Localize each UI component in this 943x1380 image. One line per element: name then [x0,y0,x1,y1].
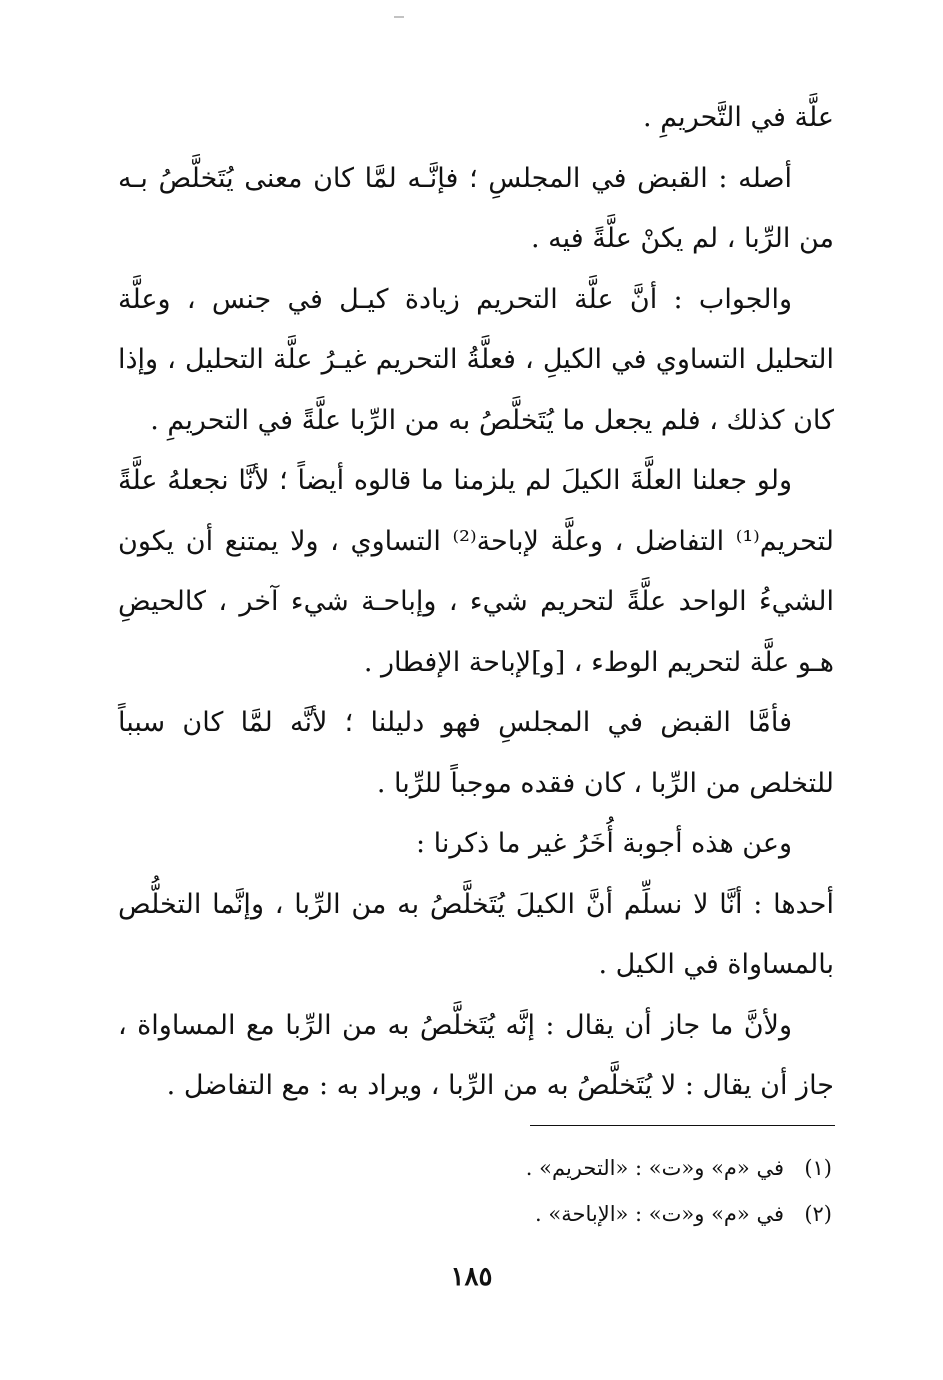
paragraph-3: والجواب : أنَّ علَّة التحريم زيادة كيـل في جنس ، وعلَّة التحليل التساوي في الكيلِ ، فعلَّةُ التحريم غيـرُ علَّة التحليل ، وإذا كان كذلك ، فلم يجعل ما يُتَخلَّصُ به من الرِّبا علَّةً في التحريمِ . [118,283,834,436]
page-number: ١٨٥ [450,1262,493,1292]
main-text [118,88,834,1117]
footnote-1 [400,1145,832,1191]
scan-mark [394,16,404,18]
paragraph-5: فأمَّا القبض في المجلسِ فهو دليلنا ؛ لأنَّه لمَّا كان سبباً للتخلص من الرِّبا ، كان فقده موجباً للرِّبا . [118,707,834,799]
paragraph-6: وعن هذه أجوبة أُخَرُ غير ما ذكرنا : [415,828,792,859]
footnote-2 [400,1191,832,1237]
footnote-text: في «م» و«ت» : «التحريم» . [525,1156,784,1180]
paragraph-1: علَّة في التَّحريمِ . [643,102,834,133]
footnotes [400,1145,832,1237]
footnote-text: في «م» و«ت» : «الإباحة» . [535,1202,784,1226]
footnote-number: (٢) [804,1202,832,1226]
footnote-divider [530,1125,835,1126]
footnote-number: (١) [804,1156,832,1180]
paragraph-7: أحدها : أنَّا لا نسلِّم أنَّ الكيلَ يُتَخلَّصُ به من الرِّبا ، وإنَّما التخلُّص بالمساواة في الكيل . [118,888,834,980]
paragraph-2: أصله : القبض في المجلسِ ؛ فإنَّـه لمَّا كان معنى يُتَخلَّصُ بـه من الرِّبا ، لم يكنْ علَّةً فيه . [118,162,834,254]
paragraph-4: ولو جعلنا العلَّةَ الكيلَ لم يلزمنا ما قالوه أيضاً ؛ لأنَّا نجعلهُ علَّةً لتحريم⁽¹⁾ التفاضل ، وعلَّة لإباحة⁽²⁾ التساوي ، ولا يمتنع أن يكون الشيءُ الواحد علَّةً لتحريم شيء ، وإباحـة شيء آخر ، كالحيضِ هـو علَّة لتحريم الوطء ، [و]لإباحة الإفطار . [118,465,834,678]
paragraph-8: ولأنَّ ما جاز أن يقال : إنَّه يُتَخلَّصُ به من الرِّبا مع المساواة ، جاز أن يقال : لا يُتَخلَّصُ به من الرِّبا ، ويراد به : مع التفاضل . [118,1009,834,1101]
